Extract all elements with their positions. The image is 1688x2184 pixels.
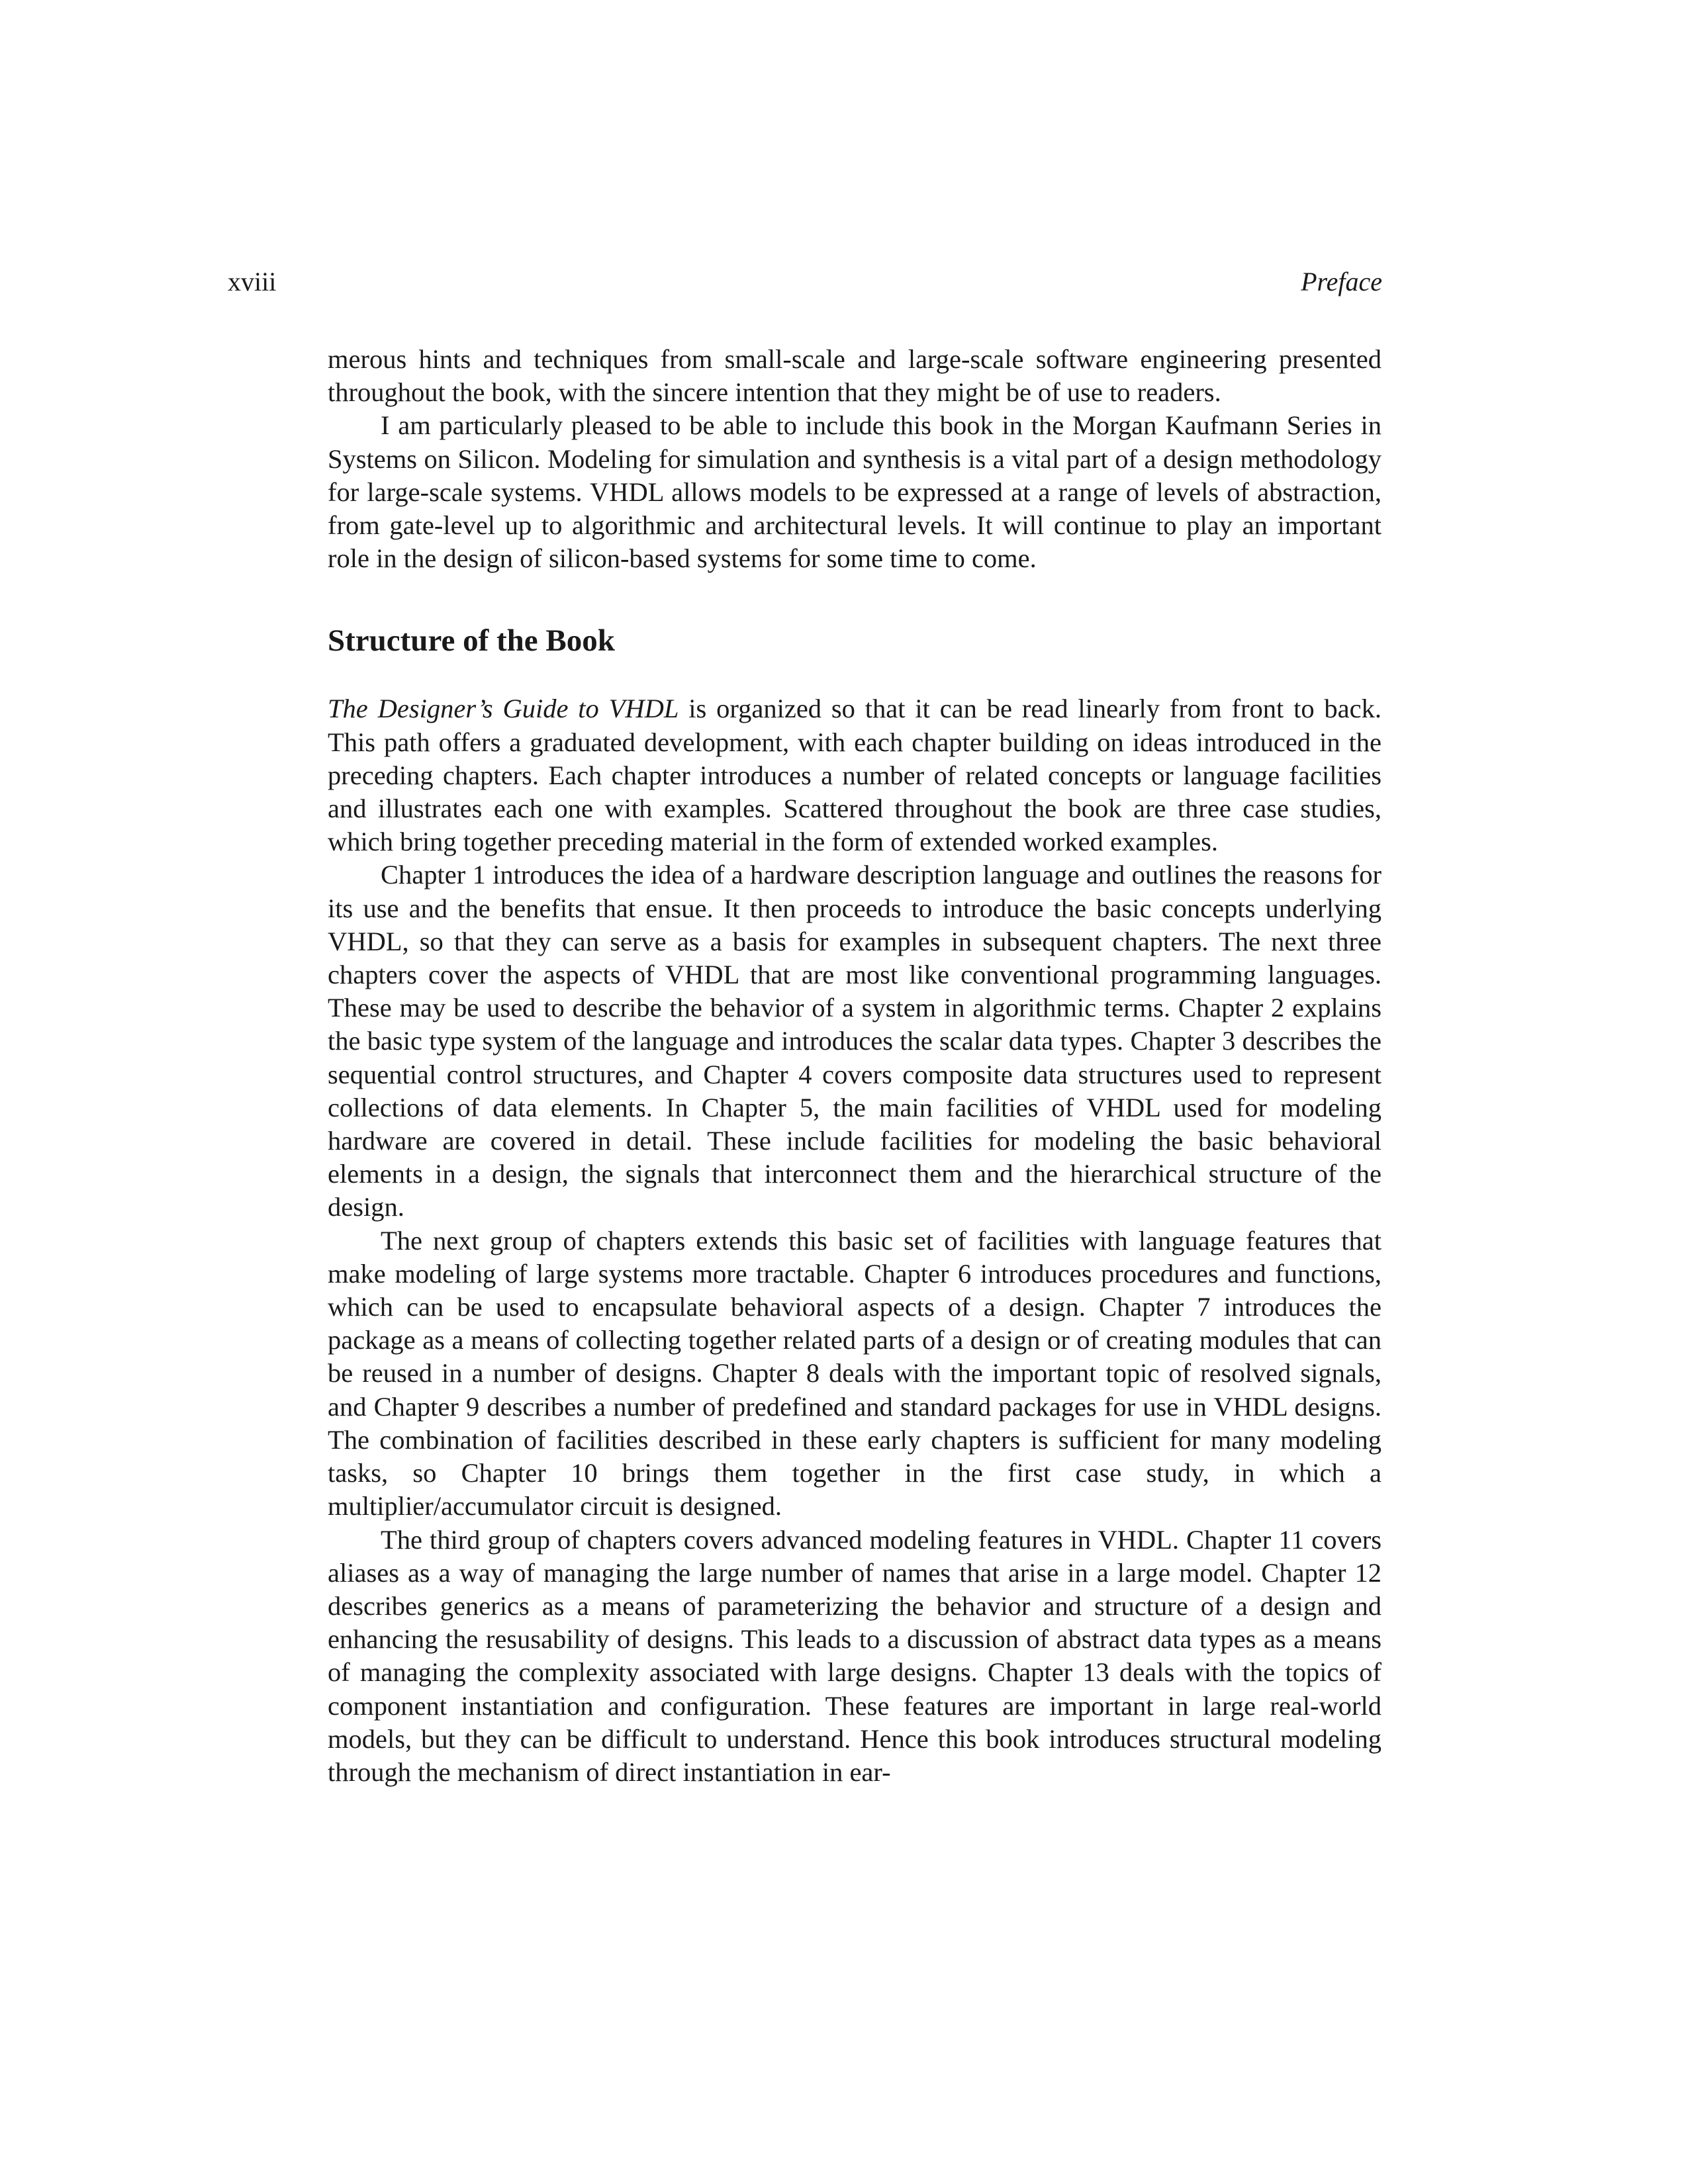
paragraph-chapters-11-13: The third group of chapters covers advanced modeling features in VHDL. Chapter 11 covers aliases as a way of managing the large number of names that arise in a large model. Chapter 12 describes generics as a means of parameterizing the behavior and structure of a design and enhancing the resusability of designs. This leads to a discussion of abstract data types as a means of managing the complexity associated with large designs. Chapter 13 deals with the topics of component instantiation and configuration. These features are important in large real-world models, but they can be difficult to understand. Hence this book introduces structural modeling through the mechanism of direct instantiation in ear- bbox=[328, 1524, 1382, 1787]
section-heading: Structure of the Book bbox=[328, 623, 615, 659]
paragraph-continued: merous hints and techniques from small-scale and large-scale software engineering presented throughout the book, with the sincere intention that they might be of use to readers. bbox=[328, 344, 1382, 408]
book-title: The Designer’s Guide to VHDL bbox=[328, 694, 679, 724]
paragraph-chapters-1-5: Chapter 1 introduces the idea of a hardware description language and outlines the reasons for its use and the benefits that ensue. It then proceeds to introduce the basic concepts underlying VHDL, so that they can serve as a basis for examples in subsequent chapters. The next three chapters cover the aspects of VHDL that are most like conventional programming languages. These may be used to describe the behavior of a system in algorithmic terms. Chapter 2 explains the basic type system of the language and introduces the scalar data types. Chapter 3 describes the sequential control structures, and Chapter 4 covers composite data structures used to represent collections of data elements. In Chapter 5, the main facilities of VHDL used for modeling hardware are covered in detail. These include facilities for modeling the basic behavioral elements in a design, the signals that interconnect them and the hierarchical structure of the design. bbox=[328, 860, 1382, 1222]
paragraph-chapters-6-10: The next group of chapters extends this basic set of facilities with language features that make modeling of large systems more tractable. Chapter 6 introduces procedures and functions, which can be used to encapsulate behavioral aspects of a design. Chapter 7 introduces the package as a means of collecting together related parts of a design or of creating modules that can be reused in a number of designs. Chapter 8 deals with the important topic of resolved signals, and Chapter 9 describes a number of predefined and standard packages for use in VHDL designs. The combination of facilities described in these early chapters is sufficient for many modeling tasks, so Chapter 10 brings them together in the first case study, in which a multiplier/accumulator circuit is designed. bbox=[328, 1225, 1382, 1522]
running-head-title: Preface bbox=[1301, 267, 1382, 296]
text-body bbox=[328, 343, 1382, 1789]
paragraph-structure-intro bbox=[328, 692, 1382, 858]
structure-intro-text: is organized so that it can be read linearly from front to back. This path offers a graduated development, with each chapter building on ideas introduced in the preceding chapters. Each chapter introduces a number of related concepts or language facilities and illustrates each one with examples. Scattered throughout the book are three case studies, which bring together preceding material in the form of extended worked examples. bbox=[328, 694, 1382, 857]
paragraph-series: I am particularly pleased to be able to include this book in the Morgan Kaufmann Series in Systems on Silicon. Modeling for simulation and synthesis is a vital part of a design methodology for large-scale systems. VHDL allows models to be expressed at a range of levels of abstraction, from gate-level up to algorithmic and architectural levels. It will continue to play an important role in the design of silicon-based systems for some time to come. bbox=[328, 410, 1382, 574]
running-head bbox=[228, 262, 1382, 302]
page-number: xviii bbox=[228, 267, 277, 296]
